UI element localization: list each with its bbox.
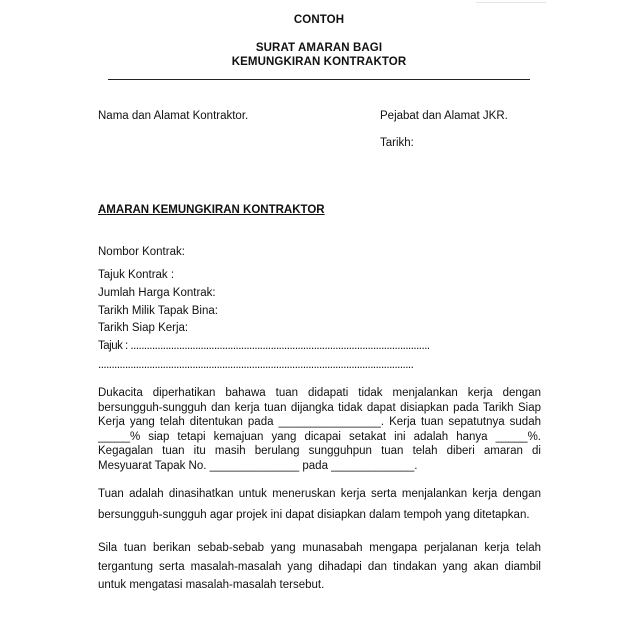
paragraph-line: tergantung serta masalah-masalah yang dihadapi dan tindakan yang akan diambil <box>98 560 541 573</box>
paragraph-line: Mesyuarat Tapak No. ______________ pada _____________. <box>98 459 418 472</box>
page-top-mark <box>476 0 546 3</box>
paragraph-warning <box>98 386 541 474</box>
tajuk-dotted-line: Tajuk : ............................................................................................................... <box>98 340 430 352</box>
letter-title-line1: SURAT AMARAN BAGI <box>255 42 383 54</box>
paragraph-line: untuk mengatasi masalah-masalah tersebut. <box>98 579 325 592</box>
section-heading: AMARAN KEMUNGKIRAN KONTRAKTOR <box>98 204 325 216</box>
paragraph-line: Sila tuan berikan sebab-sebab yang munasabah mengapa perjalanan kerja telah <box>98 542 541 554</box>
contractor-address-label: Nama dan Alamat Kontraktor. <box>98 110 249 122</box>
paragraph-advice <box>98 487 541 522</box>
date-label: Tarikh: <box>380 137 414 149</box>
paragraph-line: Dukacita diperhatikan bahawa tuan didapati tidak menjalankan kerja dengan <box>98 387 541 399</box>
title-underline-rule <box>108 79 530 80</box>
paragraph-line: _____% siap tetapi kemajuan yang dicapai setakat ini adalah hanya _____%. <box>98 430 541 443</box>
paragraph-line: Kegagalan tuan itu masih berulang sungguhpun tuan telah diberi amaran di <box>98 445 541 458</box>
paragraph-line: bersungguh-sungguh agar projek ini dapat disiapkan dalam tempoh yang ditetapkan. <box>98 508 530 521</box>
contract-price-field: Jumlah Harga Kontrak: <box>98 287 216 299</box>
paragraph-line: Kerja yang telah ditentukan pada ________________. Kerja tuan sepatutnya sudah <box>98 416 541 429</box>
contoh-label: CONTOH <box>293 14 345 26</box>
tajuk-dotted-continuation: ..................................................................................................................... <box>98 359 414 371</box>
contract-title-field: Tajuk Kontrak : <box>98 269 175 281</box>
paragraph-line: Tuan adalah dinasihatkan untuk meneruskan kerja serta menjalankan kerja dengan <box>98 488 541 500</box>
completion-date-field: Tarikh Siap Kerja: <box>98 322 189 334</box>
contract-number-field: Nombor Kontrak: <box>98 246 185 258</box>
paragraph-line: bersungguh-sungguh dan kerja tuan dijangka tidak dapat disiapkan pada Tarikh Siap <box>98 401 541 414</box>
paragraph-request <box>98 541 541 593</box>
site-possession-date-field: Tarikh Milik Tapak Bina: <box>98 305 218 317</box>
jkr-address-label: Pejabat dan Alamat JKR. <box>380 110 508 122</box>
letter-title-line2: KEMUNGKIRAN KONTRAKTOR <box>231 56 407 68</box>
